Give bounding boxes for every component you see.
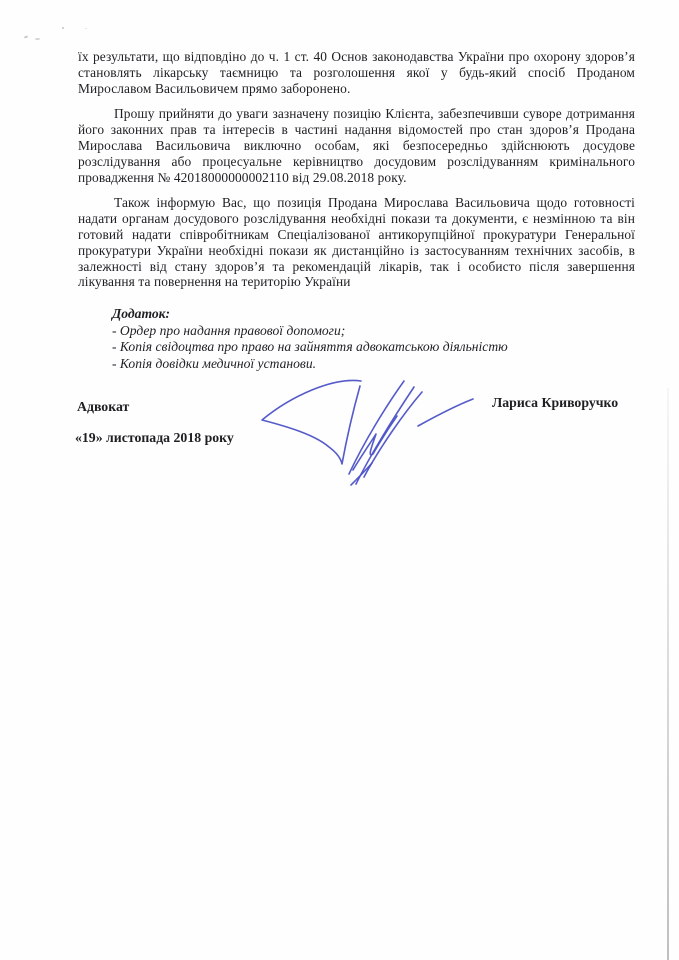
scan-speckle xyxy=(62,27,64,29)
paragraph-information: Також інформую Вас, що позиція Продана Мирослава Васильовича щодо готовності надати органам досудового розслідування необхідні покази та документи, є незмінною та він готовий надати співробітникам Спеціалізованої антикорупційної прокуратури Генеральної прокуратури України необхідні покази як дистанційно із застосуванням технічних засобів, в залежності від стану здоров’я та рекомендацій лікарів, так і особисто після завершення лікування та повернення на територію України xyxy=(78,195,635,290)
attachments-heading: Додаток: xyxy=(112,306,171,321)
attachments-section xyxy=(112,306,508,372)
body-text xyxy=(78,49,635,300)
paragraph-request: Прошу прийняти до уваги зазначену позицію Клієнта, забезпечивши суворе дотримання його законних прав та інтересів в частині надання відомостей про стан здоров’я Продана Мирослава Васильовича виключно особам, які безпосередньо здійснюють досудове розслідування або процесуальне керівництво досудовим розслідуванням кримінального провадження № 42018000000002110 від 29.08.2018 року. xyxy=(78,106,635,185)
scan-speckle xyxy=(85,28,87,29)
signature-ink xyxy=(200,366,500,496)
scan-speckle xyxy=(24,35,28,38)
scan-edge-line xyxy=(667,388,669,960)
attachment-item: - Ордер про надання правової допомоги; xyxy=(112,322,346,338)
signatory-name: Лариса Криворучко xyxy=(492,395,619,410)
attachment-item: - Копія свідоцтва про право на зайняття адвокатською діяльністю xyxy=(112,339,508,355)
document-date: «19» листопада 2018 року xyxy=(75,430,234,445)
paragraph-continuation: їх результати, що відповдіно до ч. 1 ст. 40 Основ законодавства України про охорону здоров’я становлять лікарську таємницю та розголошення якої у будь-який спосіб Проданом Мирославом Васильовичем прямо заборонено. xyxy=(78,49,635,96)
advocate-role-label: Адвокат xyxy=(77,399,130,414)
scan-speckle xyxy=(35,38,40,40)
attachment-item: - Копія довідки медичної установи. xyxy=(112,355,317,371)
